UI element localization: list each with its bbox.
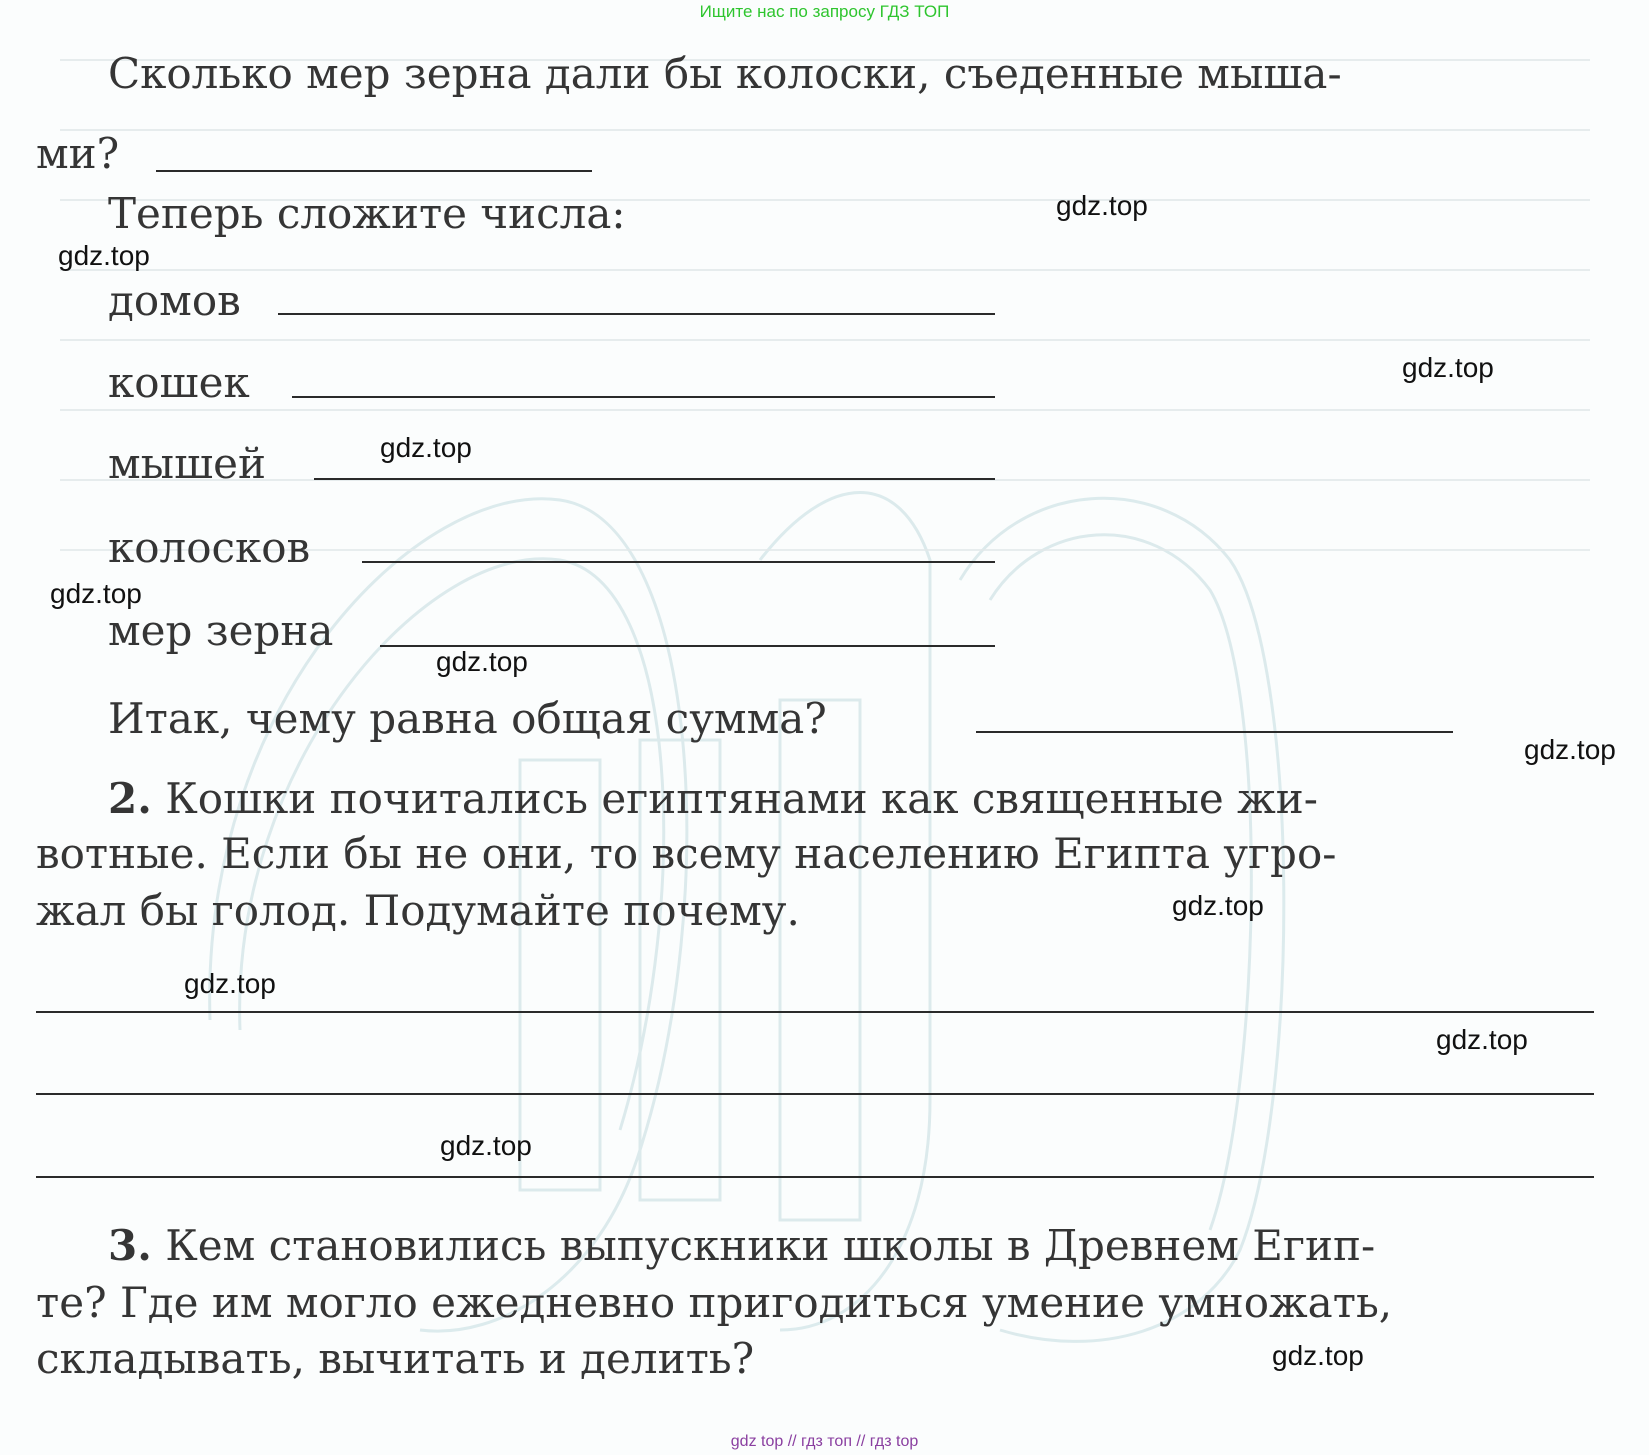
q2-line-1-text: Кошки почитались египтянами как священные жи- [165, 774, 1318, 823]
answer-line-cats[interactable] [292, 396, 995, 398]
sum-item-cats: кошек [108, 358, 250, 407]
sum-item-mice: мышей [108, 439, 266, 488]
sum-item-houses: домов [108, 276, 241, 325]
watermark: gdz.top [1272, 1340, 1364, 1371]
answer-line-q2-1[interactable] [36, 1011, 1594, 1013]
q2-line-3: жал бы голод. Подумайте почему. [36, 886, 800, 935]
answer-line-houses[interactable] [278, 313, 995, 315]
top-banner: Ищите нас по запросу ГДЗ ТОП [699, 2, 950, 21]
watermark: gdz.top [1056, 190, 1148, 221]
watermark: gdz.top [1524, 734, 1616, 765]
q2-line-2: вотные. Если бы не они, то всему населению Египта угро- [36, 829, 1337, 878]
watermark: gdz.top [1172, 890, 1264, 921]
q3-line-2: те? Где им могло ежедневно пригодиться умение умножать, [36, 1278, 1393, 1327]
q3-line-3: складывать, вычитать и делить? [36, 1334, 755, 1383]
watermark: gdz.top [440, 1130, 532, 1161]
q3-line-1-text: Кем становились выпускники школы в Древнем Егип- [165, 1221, 1376, 1270]
watermark: gdz.top [184, 968, 276, 999]
q2-line-1 [108, 774, 1318, 823]
sum-item-grain: мер зерна [108, 606, 334, 655]
watermark: gdz.top [1402, 352, 1494, 383]
sum-item-ears: колосков [108, 523, 311, 572]
answer-line-total[interactable] [976, 731, 1453, 733]
total-question: Итак, чему равна общая сумма? [108, 694, 827, 743]
q2-number: 2. [108, 774, 152, 823]
watermark: gdz.top [436, 646, 528, 677]
watermark: gdz.top [58, 240, 150, 271]
sum-intro: Теперь сложите числа: [108, 189, 626, 238]
answer-line-mice[interactable] [314, 478, 995, 480]
q1-line-1: Сколько мер зерна дали бы колоски, съеденные мыша- [108, 49, 1342, 98]
answer-line-q1[interactable] [156, 170, 592, 172]
watermark: gdz.top [1436, 1024, 1528, 1055]
q3-line-1 [108, 1221, 1376, 1270]
answer-line-q2-3[interactable] [36, 1176, 1594, 1178]
q3-number: 3. [108, 1221, 152, 1270]
answer-line-ears[interactable] [362, 561, 995, 563]
bottom-banner: gdz top // гдз топ // гдз top [730, 1433, 919, 1450]
answer-line-q2-2[interactable] [36, 1093, 1594, 1095]
watermark: gdz.top [380, 432, 472, 463]
q1-line-2: ми? [36, 129, 120, 178]
watermark: gdz.top [50, 578, 142, 609]
